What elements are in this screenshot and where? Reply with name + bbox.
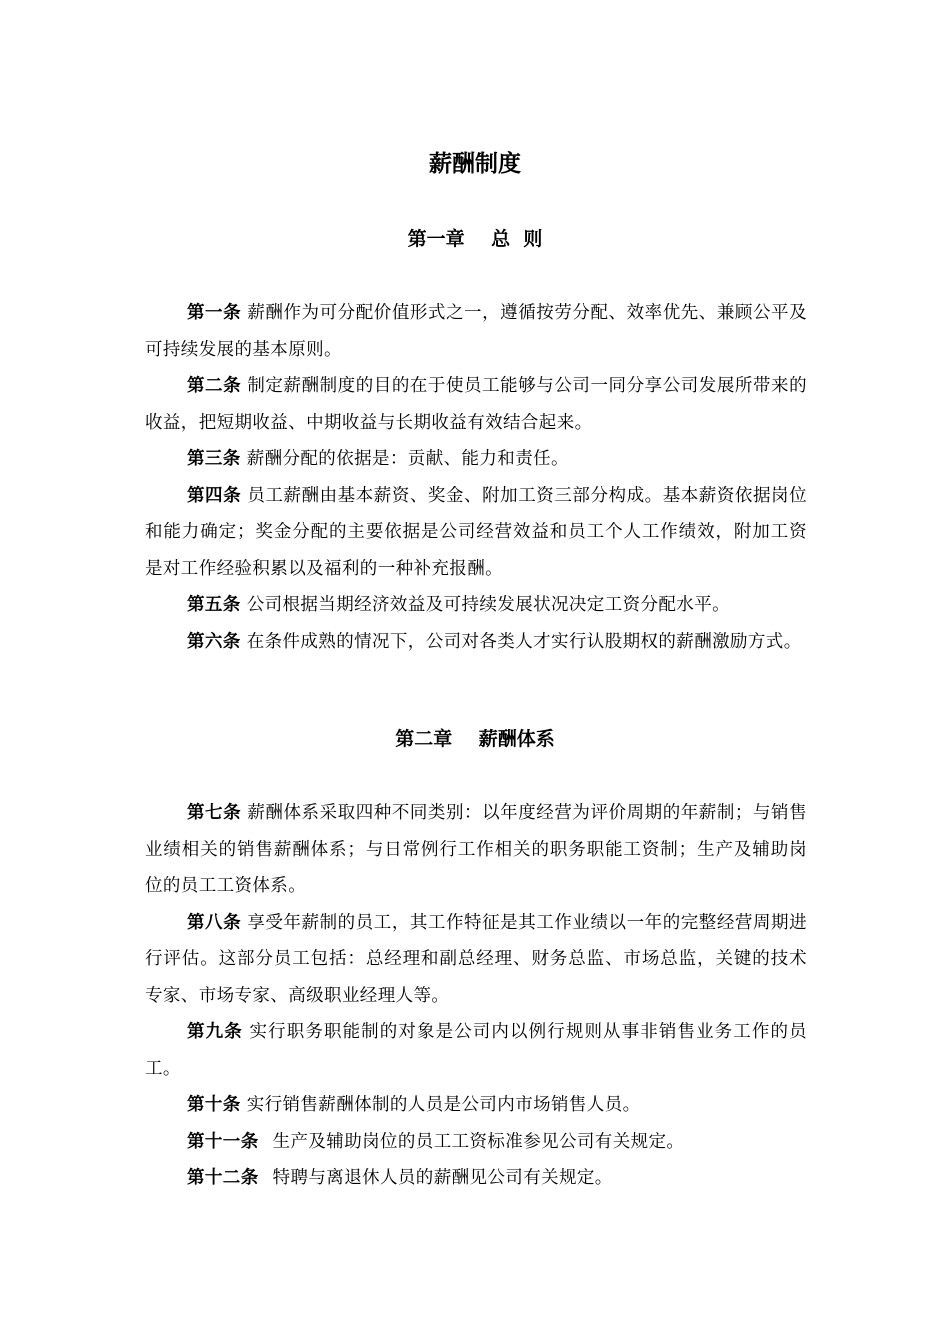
article-text: 薪酬分配的依据是：贡献、能力和责任。	[246, 449, 569, 469]
article-label: 第三条	[187, 449, 241, 469]
article-text: 实行销售薪酬体制的人员是公司内市场销售人员。	[246, 1095, 641, 1115]
article-text: 员工薪酬由基本薪资、奖金、附加工资三部分构成。基本薪资依据岗位和能力确定；奖金分配的主要依据是公司经营效益和员工个人工作绩效，附加工资是对工作经验积累以及福利的一种补充报酬。	[145, 485, 807, 579]
article-text: 薪酬作为可分配价值形式之一，遵循按劳分配、效率优先、兼顾公平及可持续发展的基本原则。	[145, 303, 807, 360]
article-label: 第二条	[187, 376, 242, 396]
article-paragraph	[145, 368, 807, 441]
article-label: 第一条	[187, 303, 242, 323]
article-paragraph	[145, 441, 807, 478]
article-paragraph	[145, 1014, 807, 1087]
article-paragraph	[145, 624, 807, 661]
article-label: 第七条	[187, 803, 242, 823]
article-label: 第九条	[187, 1022, 243, 1042]
chapter-heading: 第二章 薪酬体系	[395, 728, 555, 750]
article-text: 特聘与离退休人员的薪酬见公司有关规定。	[272, 1168, 613, 1188]
article-paragraph	[145, 478, 807, 588]
article-label: 第十条	[187, 1095, 241, 1115]
article-paragraph	[145, 795, 807, 905]
chapter-heading: 第一章 总 则	[407, 228, 543, 250]
chapter-body	[145, 795, 807, 1197]
chapter-body	[145, 295, 807, 660]
article-paragraph	[145, 1160, 807, 1197]
article-text: 生产及辅助岗位的员工工资标准参见公司有关规定。	[272, 1131, 685, 1152]
article-label: 第八条	[187, 912, 242, 933]
article-label: 第十二条	[187, 1168, 259, 1188]
article-label: 第十一条	[187, 1131, 259, 1152]
article-text: 制定薪酬制度的目的在于使员工能够与公司一同分享公司发展所带来的收益，把短期收益、中期收益与长期收益有效结合起来。	[145, 376, 807, 433]
article-paragraph	[145, 1087, 807, 1124]
article-text: 在条件成熟的情况下，公司对各类人才实行认股期权的薪酬激励方式。	[246, 631, 802, 652]
article-paragraph	[145, 587, 807, 624]
article-text: 公司根据当期经济效益及可持续发展状况决定工资分配水平。	[246, 595, 731, 615]
article-paragraph	[145, 905, 807, 1015]
article-text: 享受年薪制的员工，其工作特征是其工作业绩以一年的完整经营周期进行评估。这部分员工包括：总经理和副总经理、财务总监、市场总监，关键的技术专家、市场专家、高级职业经理人等。	[145, 912, 807, 1006]
article-label: 第六条	[187, 631, 241, 652]
article-label: 第四条	[187, 485, 242, 506]
article-text: 薪酬体系采取四种不同类别：以年度经营为评价周期的年薪制；与销售业绩相关的销售薪酬体系；与日常例行工作相关的职务职能工资制；生产及辅助岗位的员工工资体系。	[145, 803, 807, 896]
article-label: 第五条	[187, 595, 241, 615]
article-paragraph	[145, 1124, 807, 1161]
article-paragraph	[145, 295, 807, 368]
document-title: 薪酬制度	[429, 150, 521, 177]
article-text: 实行职务职能制的对象是公司内以例行规则从事非销售业务工作的员工。	[145, 1022, 808, 1079]
